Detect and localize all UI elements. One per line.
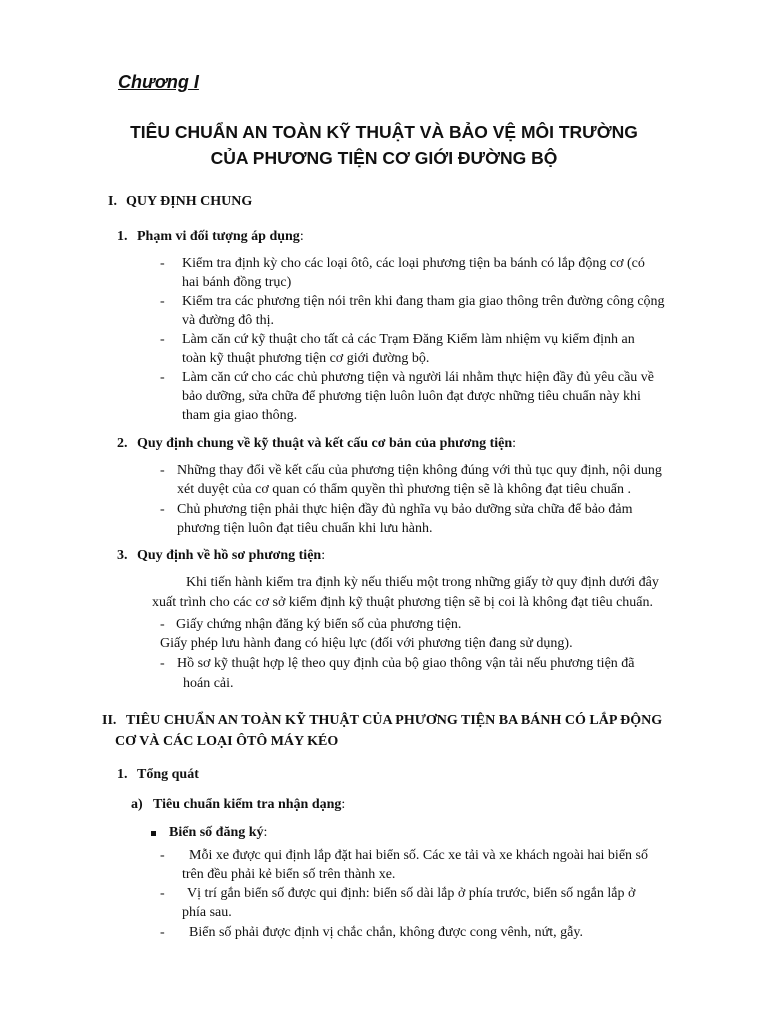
section-2-heading-line-2: CƠ VÀ CÁC LOẠI ÔTÔ MÁY KÉO bbox=[115, 734, 339, 749]
subsection-3-heading: Quy định về hồ sơ phương tiện: bbox=[137, 548, 326, 563]
list-item-line: Làm căn cứ cho các chủ phương tiện và người lái nhằm thực hiện đầy đủ yêu cầu về bbox=[182, 370, 654, 385]
subsection-1-heading: Phạm vi đối tượng áp dụng: bbox=[137, 229, 304, 244]
list-item-line: trên đều phải kẻ biển số trên thành xe. bbox=[182, 867, 396, 882]
paragraph-line: xuất trình cho các cơ sở kiểm định kỹ thuật phương tiện sẽ bị coi là không đạt tiêu chuẩn. bbox=[152, 595, 654, 610]
list-dash: - bbox=[160, 256, 165, 271]
list-item-line: Biển số phải được định vị chắc chắn, không được cong vênh, nứt, gẫy. bbox=[189, 925, 583, 940]
section-1-number: I. bbox=[108, 194, 117, 209]
list-item-line: Những thay đổi về kết cấu của phương tiện không đúng với thủ tục quy định, nội dung bbox=[177, 463, 662, 478]
document-title-line-2: CỦA PHƯƠNG TIỆN CƠ GIỚI ĐƯỜNG BỘ bbox=[210, 148, 558, 168]
paragraph-line: Giấy phép lưu hành đang có hiệu lực (đối với phương tiện đang sử dụng). bbox=[160, 636, 573, 651]
section-1-heading: QUY ĐỊNH CHUNG bbox=[126, 194, 253, 209]
list-item-line: Hồ sơ kỹ thuật hợp lệ theo quy định của bộ giao thông vận tải nếu phương tiện đã bbox=[177, 656, 635, 671]
list-item-line: xét duyệt của cơ quan có thẩm quyền thì phương tiện sẽ là không đạt tiêu chuẩn . bbox=[177, 482, 631, 497]
item-a-number: a) bbox=[131, 797, 143, 812]
list-dash: - bbox=[160, 502, 165, 517]
list-item-line: Chủ phương tiện phải thực hiện đầy đủ nghĩa vụ bảo dưỡng sửa chữa để bảo đảm bbox=[177, 502, 633, 517]
list-dash: - bbox=[160, 617, 165, 632]
document-title-line-1: TIÊU CHUẨN AN TOÀN KỸ THUẬT VÀ BẢO VỆ MÔI TRƯỜNG bbox=[130, 122, 638, 142]
list-item-line: và đường đô thị. bbox=[182, 313, 274, 328]
list-item-line: toàn kỹ thuật phương tiện cơ giới đường bộ. bbox=[182, 351, 430, 366]
list-dash: - bbox=[160, 294, 165, 309]
list-item-line: Vị trí gắn biển số được qui định: biển số dài lắp ở phía trước, biển số ngắn lắp ở bbox=[187, 886, 636, 901]
subsection-ii-1-heading: Tổng quát bbox=[137, 767, 199, 782]
list-item-line: Mỗi xe được qui định lắp đặt hai biển số. Các xe tải và xe khách ngoài hai biển số bbox=[189, 848, 648, 863]
list-item-line: Giấy chứng nhận đăng ký biển số của phương tiện. bbox=[176, 617, 462, 632]
paragraph-line: Khi tiến hành kiểm tra định kỳ nếu thiếu một trong những giấy tờ quy định dưới đây bbox=[186, 575, 659, 590]
list-dash: - bbox=[160, 656, 165, 671]
section-2-number: II. bbox=[102, 713, 117, 728]
subsection-2-heading: Quy định chung về kỹ thuật và kết cấu cơ bản của phương tiện: bbox=[137, 436, 517, 451]
square-bullet-icon bbox=[151, 831, 156, 836]
list-dash: - bbox=[160, 370, 165, 385]
chapter-label: Chương I bbox=[118, 72, 199, 92]
list-item-line: Kiểm tra các phương tiện nói trên khi đang tham gia giao thông trên đường công cộng bbox=[182, 294, 665, 309]
subsection-1-number: 1. bbox=[117, 229, 128, 244]
subsection-ii-1-number: 1. bbox=[117, 767, 128, 782]
list-item-line: hai bánh đồng trục) bbox=[182, 275, 292, 290]
list-item-line: phía sau. bbox=[182, 905, 232, 920]
bullet-heading: Biển số đăng ký: bbox=[169, 825, 268, 840]
subsection-3-number: 3. bbox=[117, 548, 128, 563]
list-dash: - bbox=[160, 848, 165, 863]
list-dash: - bbox=[160, 886, 165, 901]
item-a-heading: Tiêu chuẩn kiểm tra nhận dạng: bbox=[153, 797, 346, 812]
list-item-line: hoán cải. bbox=[183, 676, 234, 691]
subsection-2-number: 2. bbox=[117, 436, 128, 451]
list-item-line: Làm căn cứ kỹ thuật cho tất cả các Trạm Đăng Kiểm làm nhiệm vụ kiểm định an bbox=[182, 332, 635, 347]
list-dash: - bbox=[160, 925, 165, 940]
list-item-line: bảo dưỡng, sửa chữa để phương tiện luôn luôn đạt được những tiêu chuẩn này khi bbox=[182, 389, 641, 404]
list-dash: - bbox=[160, 463, 165, 478]
list-item-line: tham gia giao thông. bbox=[182, 408, 298, 423]
list-item-line: Kiểm tra định kỳ cho các loại ôtô, các loại phương tiện ba bánh có lắp động cơ (có bbox=[182, 256, 645, 271]
list-item-line: phương tiện luôn đạt tiêu chuẩn khi lưu hành. bbox=[177, 521, 433, 536]
section-2-heading-line-1: TIÊU CHUẨN AN TOÀN KỸ THUẬT CỦA PHƯƠNG TIỆN BA BÁNH CÓ LẮP ĐỘNG bbox=[126, 713, 663, 728]
list-dash: - bbox=[160, 332, 165, 347]
